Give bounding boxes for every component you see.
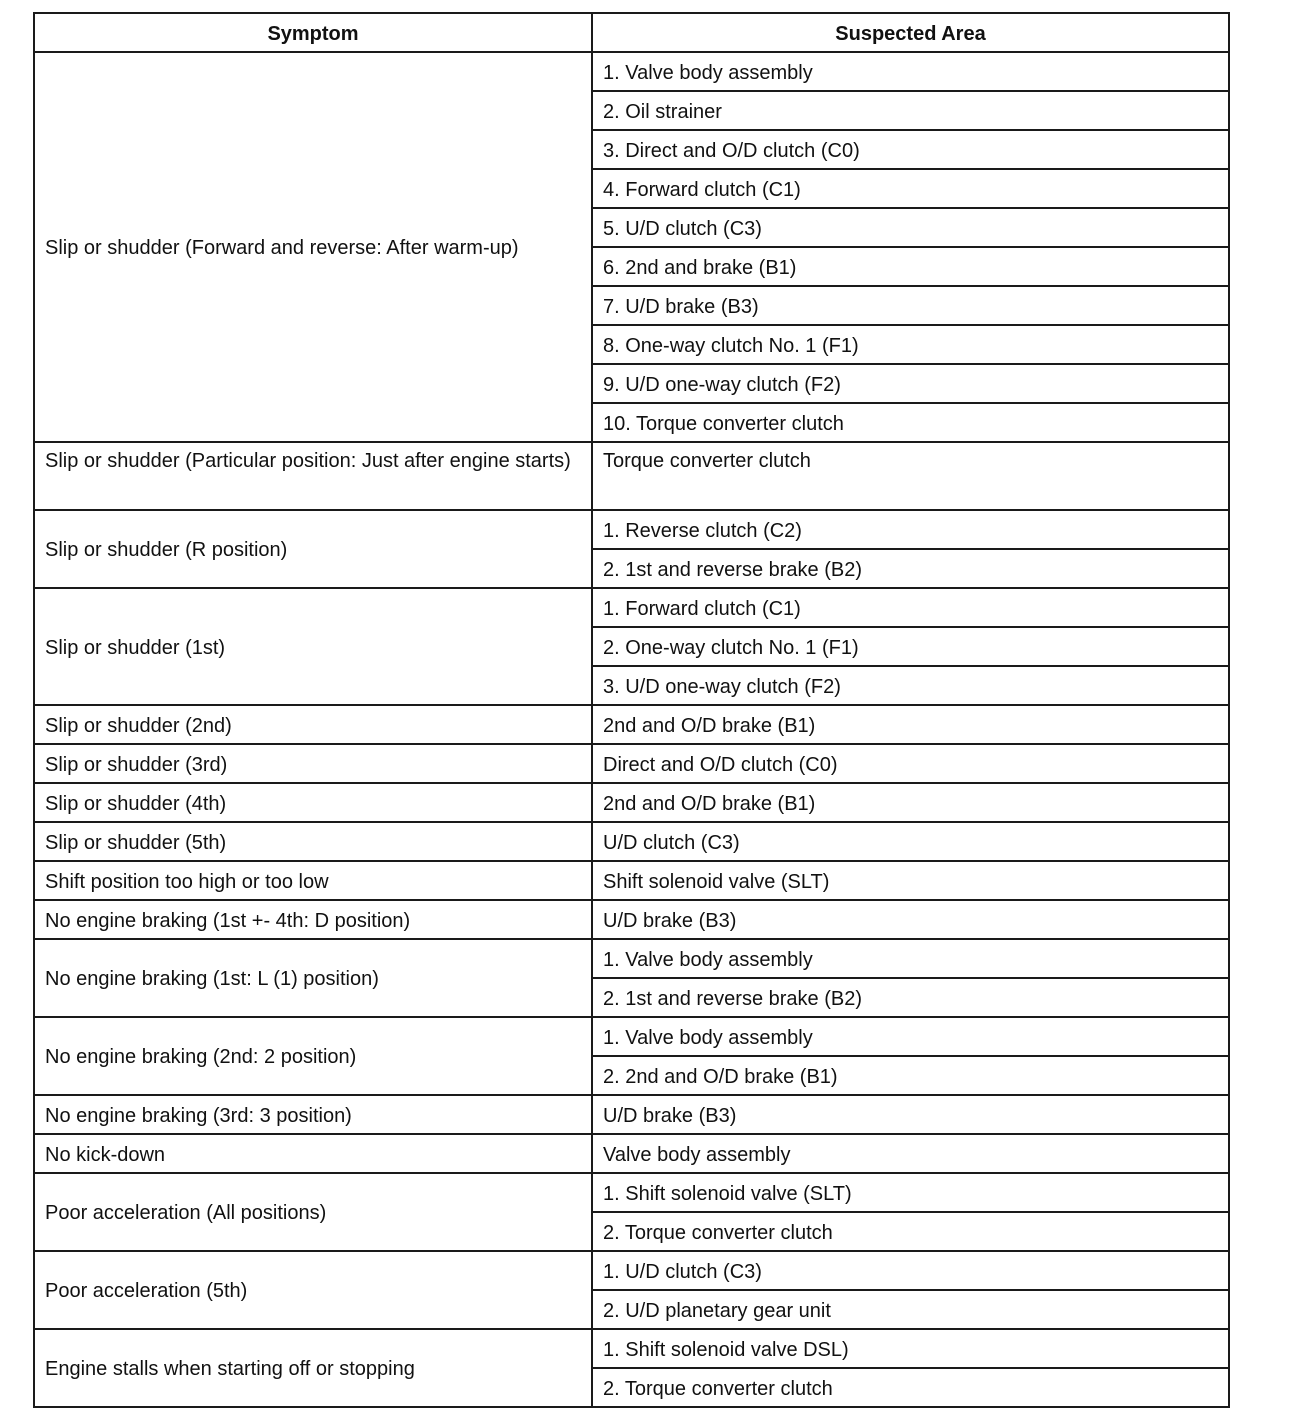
table-row [34,1173,1229,1212]
suspected-area-cell: 2. One-way clutch No. 1 (F1) [592,627,1229,666]
table-row [34,52,1229,91]
table-row [34,783,1229,822]
suspected-area-cell: 7. U/D brake (B3) [592,286,1229,325]
symptom-cell: Poor acceleration (All positions) [34,1173,592,1251]
table-row [34,900,1229,939]
suspected-area-cell: Torque converter clutch [592,442,1229,510]
suspected-area-cell: 2. 1st and reverse brake (B2) [592,978,1229,1017]
suspected-area-cell: 2. 1st and reverse brake (B2) [592,549,1229,588]
suspected-area-cell: 2nd and O/D brake (B1) [592,783,1229,822]
symptom-cell: Slip or shudder (1st) [34,588,592,705]
symptom-cell: Slip or shudder (Forward and reverse: After warm-up) [34,52,592,442]
symptom-cell: Slip or shudder (4th) [34,783,592,822]
suspected-area-cell: 1. Valve body assembly [592,52,1229,91]
table-row [34,1017,1229,1056]
symptom-cell: Engine stalls when starting off or stopping [34,1329,592,1407]
table-row [34,1329,1229,1368]
symptom-cell: Slip or shudder (5th) [34,822,592,861]
suspected-area-cell: 1. Shift solenoid valve (SLT) [592,1173,1229,1212]
suspected-area-cell: 4. Forward clutch (C1) [592,169,1229,208]
table-row [34,939,1229,978]
table-row [34,822,1229,861]
suspected-area-cell: 1. Reverse clutch (C2) [592,510,1229,549]
suspected-area-cell: U/D brake (B3) [592,900,1229,939]
suspected-area-cell: 1. Shift solenoid valve DSL) [592,1329,1229,1368]
suspected-area-cell: 2. Torque converter clutch [592,1368,1229,1407]
suspected-area-cell: U/D clutch (C3) [592,822,1229,861]
suspected-area-cell: 8. One-way clutch No. 1 (F1) [592,325,1229,364]
suspected-area-cell: 1. Forward clutch (C1) [592,588,1229,627]
table-row [34,705,1229,744]
suspected-area-cell: 1. Valve body assembly [592,939,1229,978]
table-row [34,510,1229,549]
suspected-area-cell: 2. Torque converter clutch [592,1212,1229,1251]
suspected-area-cell: 2. U/D planetary gear unit [592,1290,1229,1329]
table-row [34,1095,1229,1134]
table-row [34,861,1229,900]
suspected-area-cell: 2nd and O/D brake (B1) [592,705,1229,744]
suspected-area-cell: 5. U/D clutch (C3) [592,208,1229,247]
suspected-area-cell: U/D brake (B3) [592,1095,1229,1134]
header-symptom: Symptom [34,13,592,52]
table-body [34,52,1229,1407]
suspected-area-cell: 2. Oil strainer [592,91,1229,130]
symptom-cell: No engine braking (2nd: 2 position) [34,1017,592,1095]
table-row [34,744,1229,783]
table-row [34,1134,1229,1173]
suspected-area-cell: Direct and O/D clutch (C0) [592,744,1229,783]
header-row [34,13,1229,52]
table-row [34,442,1229,510]
symptom-cell: No kick-down [34,1134,592,1173]
suspected-area-cell: 3. U/D one-way clutch (F2) [592,666,1229,705]
troubleshooting-table-container [33,12,1228,1408]
suspected-area-cell: 1. Valve body assembly [592,1017,1229,1056]
symptom-cell: No engine braking (3rd: 3 position) [34,1095,592,1134]
table-row [34,588,1229,627]
symptom-cell: Slip or shudder (2nd) [34,705,592,744]
table-header [34,13,1229,52]
suspected-area-cell: 1. U/D clutch (C3) [592,1251,1229,1290]
symptom-cell: Slip or shudder (R position) [34,510,592,588]
symptom-cell: No engine braking (1st +- 4th: D position) [34,900,592,939]
suspected-area-cell: 2. 2nd and O/D brake (B1) [592,1056,1229,1095]
table-row [34,1251,1229,1290]
suspected-area-cell: Valve body assembly [592,1134,1229,1173]
troubleshooting-table [33,12,1230,1408]
suspected-area-cell: 9. U/D one-way clutch (F2) [592,364,1229,403]
symptom-cell: Slip or shudder (3rd) [34,744,592,783]
suspected-area-cell: Shift solenoid valve (SLT) [592,861,1229,900]
suspected-area-cell: 3. Direct and O/D clutch (C0) [592,130,1229,169]
symptom-cell: Poor acceleration (5th) [34,1251,592,1329]
suspected-area-cell: 10. Torque converter clutch [592,403,1229,442]
symptom-cell: Shift position too high or too low [34,861,592,900]
symptom-cell: No engine braking (1st: L (1) position) [34,939,592,1017]
symptom-cell: Slip or shudder (Particular position: Just after engine starts) [34,442,592,510]
header-suspected-area: Suspected Area [592,13,1229,52]
suspected-area-cell: 6. 2nd and brake (B1) [592,247,1229,286]
